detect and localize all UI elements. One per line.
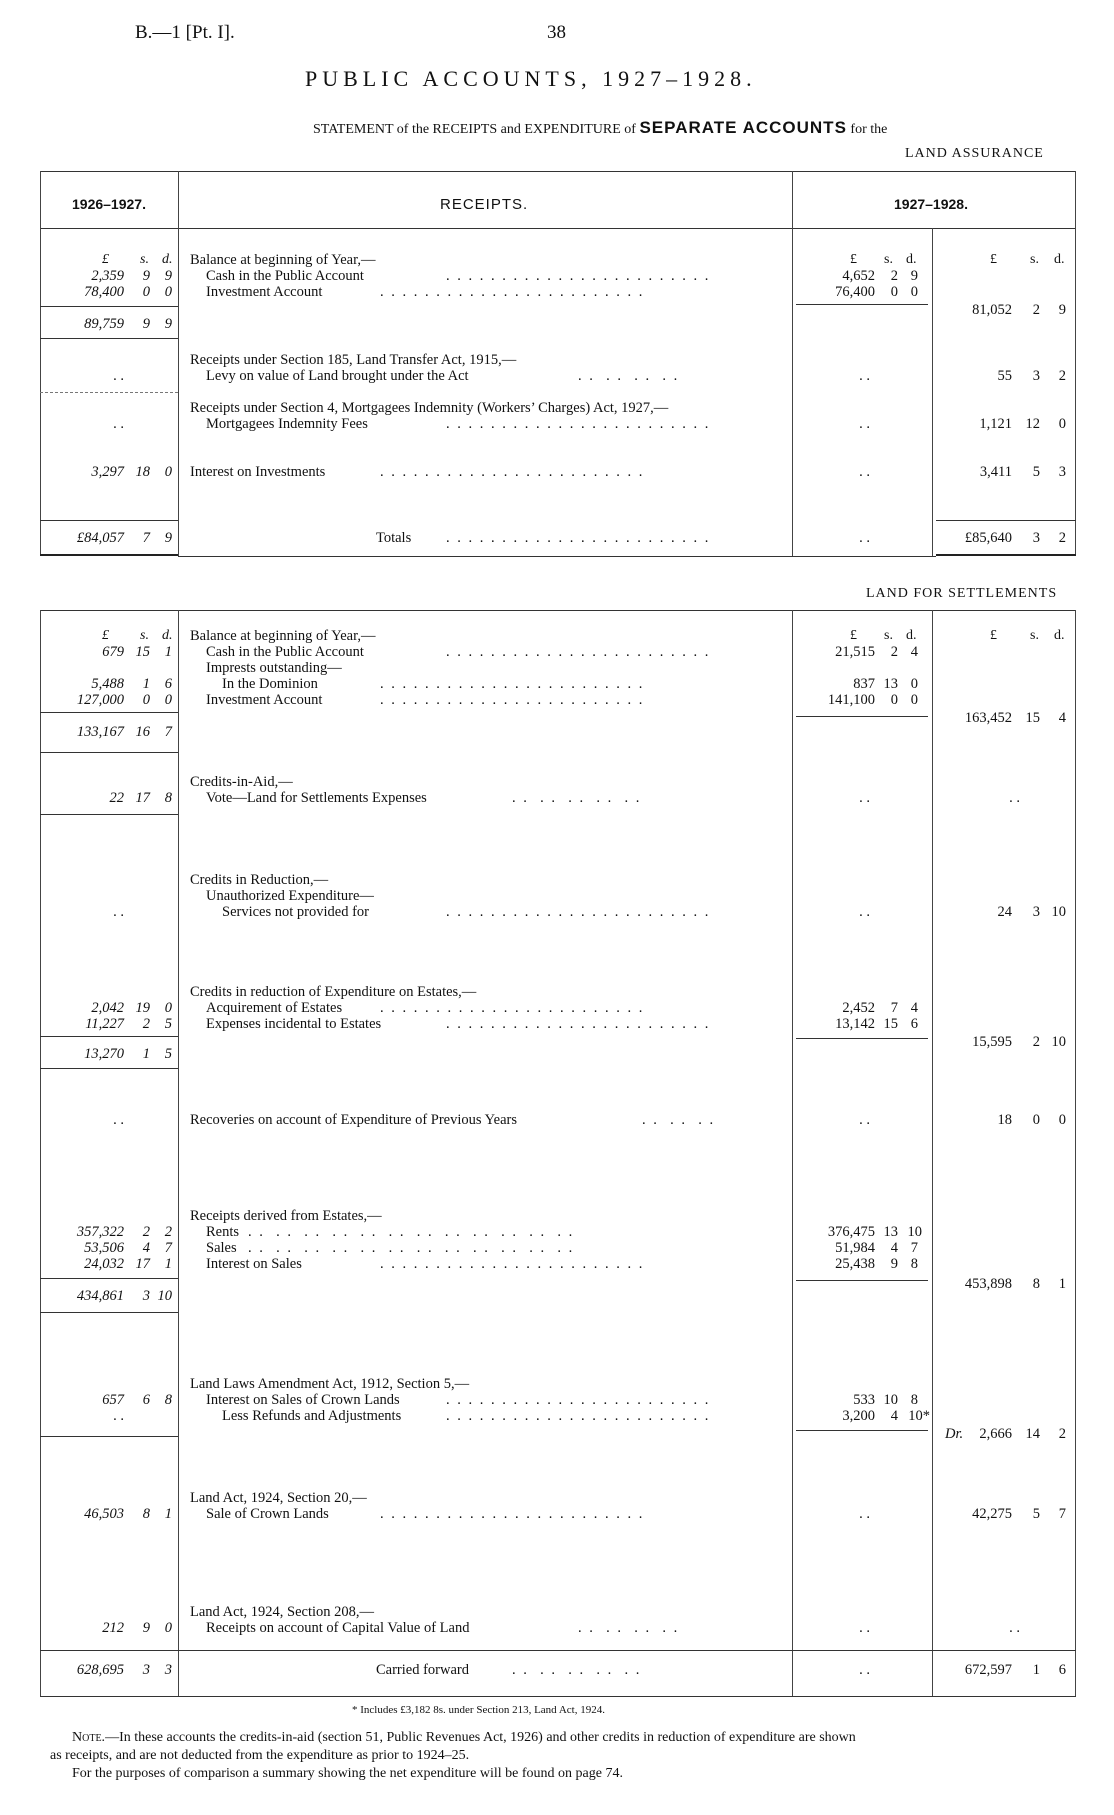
leader-dots: . . . . . . . . . . . . . . . . . . . . . . . . (248, 1224, 575, 1240)
la-curr-balance-pounds: 81,052 (972, 302, 1012, 318)
ls-investment-label: Investment Account (206, 692, 323, 708)
ls-prev-cash-pence: 1 (164, 644, 172, 660)
ls-rents-prev-pounds: 357,322 (76, 1224, 124, 1240)
la-mort-heading: Receipts under Section 4, Mortgagees Indemnity (Workers’ Charges) Act, 1927,— (190, 400, 669, 416)
table2-col-divider (792, 610, 793, 1696)
la-totals-curr-blank: . . (859, 530, 870, 546)
ls-rde-curr-total-shillings: 8 (1032, 1276, 1040, 1292)
ls-la208-prev-pounds: 212 (102, 1620, 124, 1636)
leader-dots: . . . . . . . . . . . . . . . . . . . . . . . . (446, 1016, 711, 1032)
statement-suffix: for the (850, 122, 888, 137)
rule (40, 1650, 1076, 1651)
ls-la208-total-blank: . . (1009, 1620, 1020, 1636)
ls-sales-prev-pence: 7 (164, 1240, 172, 1256)
ls-rde-prev-total-shillings: 3 (142, 1288, 150, 1304)
la-prev-balance-pence: 9 (164, 316, 172, 332)
ls-recov-pounds: 18 (997, 1112, 1012, 1128)
la-cash-label: Cash in the Public Account (206, 268, 364, 284)
ls-recov-label: Recoveries on account of Expenditure of Previous Years (190, 1112, 517, 1128)
ls-ios-curr-shillings: 9 (890, 1256, 898, 1272)
ls-cia-prev-pounds: 22 (109, 790, 124, 806)
ls-est-exp-prev-shillings: 2 (142, 1016, 150, 1032)
ls-la208-curr-blank: . . (859, 1620, 870, 1636)
ls-sales-prev-shillings: 4 (142, 1240, 150, 1256)
double-rule (40, 554, 178, 556)
leader-dots: . . . . . . (642, 1112, 716, 1128)
rule (936, 520, 1076, 521)
ls-rde-curr-total-pence: 1 (1058, 1276, 1066, 1292)
leader-dots: . . . . . . . . . . . . . . . . . . . . . . . . (446, 1408, 711, 1424)
ls-est-prev-total-shillings: 1 (142, 1046, 150, 1062)
ls-rents-curr-pounds: 376,475 (827, 1224, 875, 1240)
ls-la208-prev-pence: 0 (164, 1620, 172, 1636)
unit-shilling: s. (140, 252, 149, 267)
ls-cia-curr-blank: . . (859, 790, 870, 806)
leader-dots: . . . . . . . . . . . . . . . . . . . . . . . . (446, 644, 711, 660)
ls-ios-prev-pence: 1 (164, 1256, 172, 1272)
unit-pound: £ (102, 628, 109, 643)
leader-dots: . . . . . . . . . . . . . . . . . . . . . . . . (446, 1392, 711, 1408)
ls-curr-cash-pence: 4 (910, 644, 918, 660)
rule (40, 752, 178, 753)
ls-prev-balance-pence: 7 (164, 724, 172, 740)
ls-est-exp-prev-pence: 5 (164, 1016, 172, 1032)
unit-pence: d. (1054, 252, 1065, 267)
ls-prev-balance-pounds: 133,167 (76, 724, 124, 740)
ls-est-heading: Credits in reduction of Expenditure on Estates,— (190, 984, 477, 1000)
ls-rents-curr-shillings: 13 (883, 1224, 898, 1240)
ls-rents-label: Rents (206, 1224, 240, 1240)
ls-cir-sub: Unauthorized Expenditure— (206, 888, 374, 904)
la-prev-inv-pence: 0 (164, 284, 172, 300)
leader-dots: . . . . . . . . . . (512, 1662, 642, 1678)
la-prev-cash-shillings: 9 (142, 268, 150, 284)
la-curr-inv-pounds: 76,400 (835, 284, 875, 300)
ls-ios-prev-pounds: 24,032 (84, 1256, 124, 1272)
la-curr-balance-pence: 9 (1058, 302, 1066, 318)
ls-rde-curr-total-pounds: 453,898 (964, 1276, 1012, 1292)
leader-dots: . . . . . . . . . . . . . . . . . . . . . . . . (446, 530, 711, 546)
ls-est-exp-prev-pounds: 11,227 (85, 1016, 124, 1032)
ls-lla-interest-curr-pence: 8 (910, 1392, 918, 1408)
rule (40, 1312, 178, 1313)
ls-recov-shillings: 0 (1032, 1112, 1040, 1128)
ls-cf-pence: 6 (1058, 1662, 1066, 1678)
ls-la20-prev-shillings: 8 (142, 1506, 150, 1522)
leader-dots: . . . . . . . . . . . . . . . . . . . . . . . . (380, 1506, 645, 1522)
rule (40, 392, 178, 393)
ls-curr-inv-pence: 0 (910, 692, 918, 708)
unit-pound: £ (850, 252, 857, 267)
unit-pence: d. (162, 252, 173, 267)
la-totals-prev-shillings: 7 (142, 530, 150, 546)
ls-rde-heading: Receipts derived from Estates,— (190, 1208, 382, 1224)
ls-est-acq-curr-shillings: 7 (890, 1000, 898, 1016)
la-sec185-label: Levy on value of Land brought under the Act (206, 368, 469, 384)
ls-cir-curr-blank: . . (859, 904, 870, 920)
la-mort-pounds: 1,121 (979, 416, 1012, 432)
ls-cir-shillings: 3 (1032, 904, 1040, 920)
ls-sales-curr-shillings: 4 (890, 1240, 898, 1256)
land-settlements-title: LAND FOR SETTLEMENTS (866, 586, 1058, 601)
ls-lla-less-prev-blank: . . (113, 1408, 124, 1424)
la-curr-inv-shillings: 0 (890, 284, 898, 300)
statement-bold: SEPARATE ACCOUNTS (639, 118, 847, 137)
ls-est-acq-curr-pounds: 2,452 (842, 1000, 875, 1016)
page-title: PUBLIC ACCOUNTS, 1927–1928. (305, 66, 757, 91)
rule (796, 716, 928, 717)
la-curr-inv-pence: 0 (910, 284, 918, 300)
col-header-curr: 1927–1928. (894, 196, 968, 212)
la-sec185-curr-blank: . . (859, 368, 870, 384)
ls-curr-cash-pounds: 21,515 (835, 644, 875, 660)
ls-lla-interest-curr-pounds: 533 (853, 1392, 875, 1408)
rule (178, 556, 936, 557)
la-totals-prev-pence: 9 (164, 530, 172, 546)
ls-prev-cash-shillings: 15 (135, 644, 150, 660)
ls-lla-dr-prefix: Dr. (945, 1426, 964, 1442)
unit-pound: £ (990, 252, 997, 267)
ls-cf-curr-blank: . . (859, 1662, 870, 1678)
la-sec185-pounds: 55 (997, 368, 1012, 384)
table1-top-rule (40, 171, 1076, 172)
la-curr-cash-pounds: 4,652 (842, 268, 875, 284)
ls-lla-prev-pence: 8 (164, 1392, 172, 1408)
la-investment-label: Investment Account (206, 284, 323, 300)
ls-prev-dominion-shillings: 1 (142, 676, 150, 692)
leader-dots: . . . . . . . . . . . . . . . . . . . . . . . . (446, 268, 711, 284)
ls-est-curr-total-pence: 10 (1051, 1034, 1066, 1050)
la-interest-prev-pounds: 3,297 (91, 464, 124, 480)
ls-recov-prev-blank: . . (113, 1112, 124, 1128)
document-ref: B.—1 [Pt. I]. (135, 22, 235, 43)
la-interest-prev-shillings: 18 (135, 464, 150, 480)
ls-recov-curr-blank: . . (859, 1112, 870, 1128)
ls-prev-dominion-pounds: 5,488 (91, 676, 124, 692)
ls-la20-curr-blank: . . (859, 1506, 870, 1522)
la-totals-curr-pence: 2 (1058, 530, 1066, 546)
la-sec185-prev-blank: . . (113, 368, 124, 384)
statement-prefix: STATEMENT of the RECEIPTS and EXPENDITURE of (313, 122, 636, 137)
ls-lla-less-curr-pence: 10* (908, 1408, 930, 1424)
ls-la208-heading: Land Act, 1924, Section 208,— (190, 1604, 375, 1620)
unit-pound: £ (990, 628, 997, 643)
table1-col-divider (178, 171, 179, 556)
ls-prev-inv-shillings: 0 (142, 692, 150, 708)
ls-ios-label: Interest on Sales (206, 1256, 302, 1272)
ls-cia-prev-pence: 8 (164, 790, 172, 806)
ls-est-acq-curr-pence: 4 (910, 1000, 918, 1016)
rule (40, 338, 178, 339)
rule (40, 1278, 178, 1279)
leader-dots: . . . . . . . . . . . . . . . . . . . . . . . . (380, 284, 645, 300)
la-mort-prev-blank: . . (113, 416, 124, 432)
leader-dots: . . . . . . . . . . . . . . . . . . . . . . . . (446, 904, 711, 920)
note-line-3: For the purposes of comparison a summary showing the net expenditure will be found on page 74. (72, 1766, 623, 1781)
footnote: * Includes £3,182 8s. under Section 213, Land Act, 1924. (352, 1704, 605, 1716)
ls-est-acq-prev-pounds: 2,042 (91, 1000, 124, 1016)
la-prev-cash-pounds: 2,359 (91, 268, 124, 284)
rule (796, 1430, 928, 1431)
ls-la208-prev-shillings: 9 (142, 1620, 150, 1636)
rule (796, 1280, 928, 1281)
leader-dots: . . . . . . . . . . (512, 790, 642, 806)
ls-curr-inv-pounds: 141,100 (827, 692, 875, 708)
ls-curr-cash-shillings: 2 (890, 644, 898, 660)
la-sec185-pence: 2 (1058, 368, 1066, 384)
ls-cir-pence: 10 (1051, 904, 1066, 920)
ls-rde-prev-total-pence: 10 (157, 1288, 172, 1304)
rule (796, 304, 928, 305)
double-rule (936, 554, 1076, 556)
ls-ios-curr-pounds: 25,438 (835, 1256, 875, 1272)
la-prev-cash-pence: 9 (164, 268, 172, 284)
statement-line (313, 118, 887, 138)
table1-left-border (40, 171, 41, 556)
land-assurance-title: LAND ASSURANCE (905, 146, 1044, 161)
ls-sales-curr-pounds: 51,984 (835, 1240, 875, 1256)
rule (40, 1068, 178, 1069)
rule (40, 1436, 178, 1437)
table2-top-rule (40, 610, 1076, 611)
ls-cir-heading: Credits in Reduction,— (190, 872, 329, 888)
ls-lla-prev-shillings: 6 (142, 1392, 150, 1408)
ls-lla-less-curr-pounds: 3,200 (842, 1408, 875, 1424)
unit-pound: £ (102, 252, 109, 267)
ls-cir-prev-blank: . . (113, 904, 124, 920)
ls-curr-dominion-pounds: 837 (853, 676, 875, 692)
col-header-receipts: RECEIPTS. (440, 196, 529, 213)
ls-est-curr-total-pounds: 15,595 (972, 1034, 1012, 1050)
table2-right-border (1075, 610, 1076, 1696)
leader-dots: . . . . . . . . (578, 1620, 680, 1636)
la-interest-pounds: 3,411 (979, 464, 1012, 480)
ls-cf-prev-shillings: 3 (142, 1662, 150, 1678)
ls-balance-heading: Balance at beginning of Year,— (190, 628, 376, 644)
leader-dots: . . . . . . . . . . . . . . . . . . . . . . . . (380, 1000, 645, 1016)
ls-prev-dominion-pence: 6 (164, 676, 172, 692)
la-mort-label: Mortgagees Indemnity Fees (206, 416, 368, 432)
ls-lla-interest-label: Interest on Sales of Crown Lands (206, 1392, 400, 1408)
leader-dots: . . . . . . . . (578, 368, 680, 384)
unit-pound: £ (850, 628, 857, 643)
la-interest-curr-blank: . . (859, 464, 870, 480)
leader-dots: . . . . . . . . . . . . . . . . . . . . . . . . (380, 692, 645, 708)
ls-sales-label: Sales (206, 1240, 237, 1256)
la-mort-curr-blank: . . (859, 416, 870, 432)
la-totals-label: Totals (376, 530, 412, 546)
la-interest-shillings: 5 (1032, 464, 1040, 480)
ls-cia-label: Vote—Land for Settlements Expenses (206, 790, 427, 806)
la-prev-inv-shillings: 0 (142, 284, 150, 300)
ls-rents-prev-pence: 2 (164, 1224, 172, 1240)
ls-rents-curr-pence: 10 (907, 1224, 922, 1240)
ls-prev-balance-shillings: 16 (135, 724, 150, 740)
ls-recov-pence: 0 (1058, 1112, 1066, 1128)
la-sec185-heading: Receipts under Section 185, Land Transfer Act, 1915,— (190, 352, 517, 368)
ls-est-exp-label: Expenses incidental to Estates (206, 1016, 382, 1032)
ls-lla-heading: Land Laws Amendment Act, 1912, Section 5,— (190, 1376, 470, 1392)
table1-col-divider (932, 228, 933, 556)
la-prev-balance-shillings: 9 (142, 316, 150, 332)
la-totals-curr-pounds: £85,640 (964, 530, 1012, 546)
ls-prev-inv-pounds: 127,000 (76, 692, 124, 708)
la-totals-curr-shillings: 3 (1032, 530, 1040, 546)
la-curr-cash-pence: 9 (910, 268, 918, 284)
leader-dots: . . . . . . . . . . . . . . . . . . . . . . . . (446, 416, 711, 432)
la-interest-prev-pence: 0 (164, 464, 172, 480)
ls-lla-prev-pounds: 657 (102, 1392, 124, 1408)
ls-dominion-label: In the Dominion (222, 676, 318, 692)
ls-ios-curr-pence: 8 (910, 1256, 918, 1272)
la-mort-shillings: 12 (1025, 416, 1040, 432)
rule (40, 520, 178, 521)
rule (40, 306, 178, 307)
note-line-1 (72, 1730, 856, 1746)
la-curr-balance-shillings: 2 (1032, 302, 1040, 318)
ls-curr-dominion-pence: 0 (910, 676, 918, 692)
ls-rents-prev-shillings: 2 (142, 1224, 150, 1240)
ls-lla-total-pounds: 2,666 (979, 1426, 1012, 1442)
la-prev-balance-pounds: 89,759 (84, 316, 124, 332)
la-totals-prev-pounds: £84,057 (76, 530, 124, 546)
unit-pence: d. (906, 628, 917, 643)
ls-cia-heading: Credits-in-Aid,— (190, 774, 293, 790)
leader-dots: . . . . . . . . . . . . . . . . . . . . . . . . (380, 464, 645, 480)
leader-dots: . . . . . . . . . . . . . . . . . . . . . . . . (380, 676, 645, 692)
ls-lla-less-label: Less Refunds and Adjustments (222, 1408, 402, 1424)
la-curr-cash-shillings: 2 (890, 268, 898, 284)
ls-cia-prev-shillings: 17 (135, 790, 150, 806)
ls-est-prev-total-pounds: 13,270 (84, 1046, 124, 1062)
unit-shilling: s. (884, 252, 893, 267)
ls-cir-label: Services not provided for (222, 904, 369, 920)
unit-pence: d. (906, 252, 917, 267)
unit-pence: d. (1054, 628, 1065, 643)
table2-bottom-rule (40, 1696, 1076, 1697)
rule (40, 1036, 178, 1037)
ls-est-curr-total-shillings: 2 (1032, 1034, 1040, 1050)
ls-sales-curr-pence: 7 (910, 1240, 918, 1256)
ls-est-prev-total-pence: 5 (164, 1046, 172, 1062)
ls-curr-dominion-shillings: 13 (883, 676, 898, 692)
note-label: Note. (72, 1730, 106, 1745)
note-line-2: as receipts, and are not deducted from the expenditure as prior to 1924–25. (50, 1748, 470, 1763)
rule (40, 712, 178, 713)
ls-la208-label: Receipts on account of Capital Value of Land (206, 1620, 470, 1636)
col-header-prev: 1926–1927. (72, 196, 146, 212)
ls-imprests-label: Imprests outstanding— (206, 660, 342, 676)
ls-prev-cash-pounds: 679 (102, 644, 124, 660)
ls-est-exp-curr-shillings: 15 (883, 1016, 898, 1032)
ls-la20-pounds: 42,275 (972, 1506, 1012, 1522)
ls-cash-label: Cash in the Public Account (206, 644, 364, 660)
table2-left-border (40, 610, 41, 1696)
table1-col-divider (792, 171, 793, 556)
unit-shilling: s. (884, 628, 893, 643)
ls-la20-prev-pounds: 46,503 (84, 1506, 124, 1522)
unit-pence: d. (162, 628, 173, 643)
ls-cf-prev-pence: 3 (164, 1662, 172, 1678)
rule (40, 814, 178, 815)
la-balance-heading: Balance at beginning of Year,— (190, 252, 376, 268)
table2-col-divider (178, 610, 179, 1696)
la-interest-label: Interest on Investments (190, 464, 326, 480)
ls-cf-shillings: 1 (1032, 1662, 1040, 1678)
ls-curr-balance-pounds: 163,452 (964, 710, 1012, 726)
ls-lla-interest-curr-shillings: 10 (883, 1392, 898, 1408)
ls-cf-label: Carried forward (376, 1662, 469, 1678)
la-sec185-shillings: 3 (1032, 368, 1040, 384)
la-prev-inv-pounds: 78,400 (84, 284, 124, 300)
table1-right-border (1075, 171, 1076, 556)
ls-est-exp-curr-pence: 6 (910, 1016, 918, 1032)
ls-cf-pounds: 672,597 (964, 1662, 1012, 1678)
ls-est-acq-prev-pence: 0 (164, 1000, 172, 1016)
ls-curr-balance-pence: 4 (1058, 710, 1066, 726)
ls-cf-prev-pounds: 628,695 (76, 1662, 124, 1678)
la-interest-pence: 3 (1058, 464, 1066, 480)
page-number: 38 (547, 22, 566, 43)
unit-shilling: s. (1030, 252, 1039, 267)
ls-est-acq-label: Acquirement of Estates (206, 1000, 343, 1016)
leader-dots: . . . . . . . . . . . . . . . . . . . . . . . . (248, 1240, 575, 1256)
ls-la20-prev-pence: 1 (164, 1506, 172, 1522)
note-text: —In these accounts the credits-in-aid (section 51, Public Revenues Act, 1926) and other credits in reduction of expenditure are shown (105, 1730, 856, 1745)
ls-la20-heading: Land Act, 1924, Section 20,— (190, 1490, 367, 1506)
rule (796, 1038, 928, 1039)
ls-ios-prev-shillings: 17 (135, 1256, 150, 1272)
ls-la20-shillings: 5 (1032, 1506, 1040, 1522)
ls-lla-total-shillings: 14 (1025, 1426, 1040, 1442)
header-bottom-rule (40, 228, 1076, 229)
ls-la20-label: Sale of Crown Lands (206, 1506, 329, 1522)
ls-cir-pounds: 24 (997, 904, 1012, 920)
unit-shilling: s. (140, 628, 149, 643)
table2-col-divider (932, 610, 933, 1696)
ls-sales-prev-pounds: 53,506 (84, 1240, 124, 1256)
ls-rde-prev-total-pounds: 434,861 (76, 1288, 124, 1304)
ls-cia-total-blank: . . (1009, 790, 1020, 806)
ls-la20-pence: 7 (1058, 1506, 1066, 1522)
ls-prev-inv-pence: 0 (164, 692, 172, 708)
ls-curr-inv-shillings: 0 (890, 692, 898, 708)
ls-est-acq-prev-shillings: 19 (135, 1000, 150, 1016)
ls-lla-less-curr-shillings: 4 (890, 1408, 898, 1424)
ls-lla-total-pence: 2 (1058, 1426, 1066, 1442)
ls-curr-balance-shillings: 15 (1025, 710, 1040, 726)
la-mort-pence: 0 (1058, 416, 1066, 432)
unit-shilling: s. (1030, 628, 1039, 643)
leader-dots: . . . . . . . . . . . . . . . . . . . . . . . . (380, 1256, 645, 1272)
ls-est-exp-curr-pounds: 13,142 (835, 1016, 875, 1032)
